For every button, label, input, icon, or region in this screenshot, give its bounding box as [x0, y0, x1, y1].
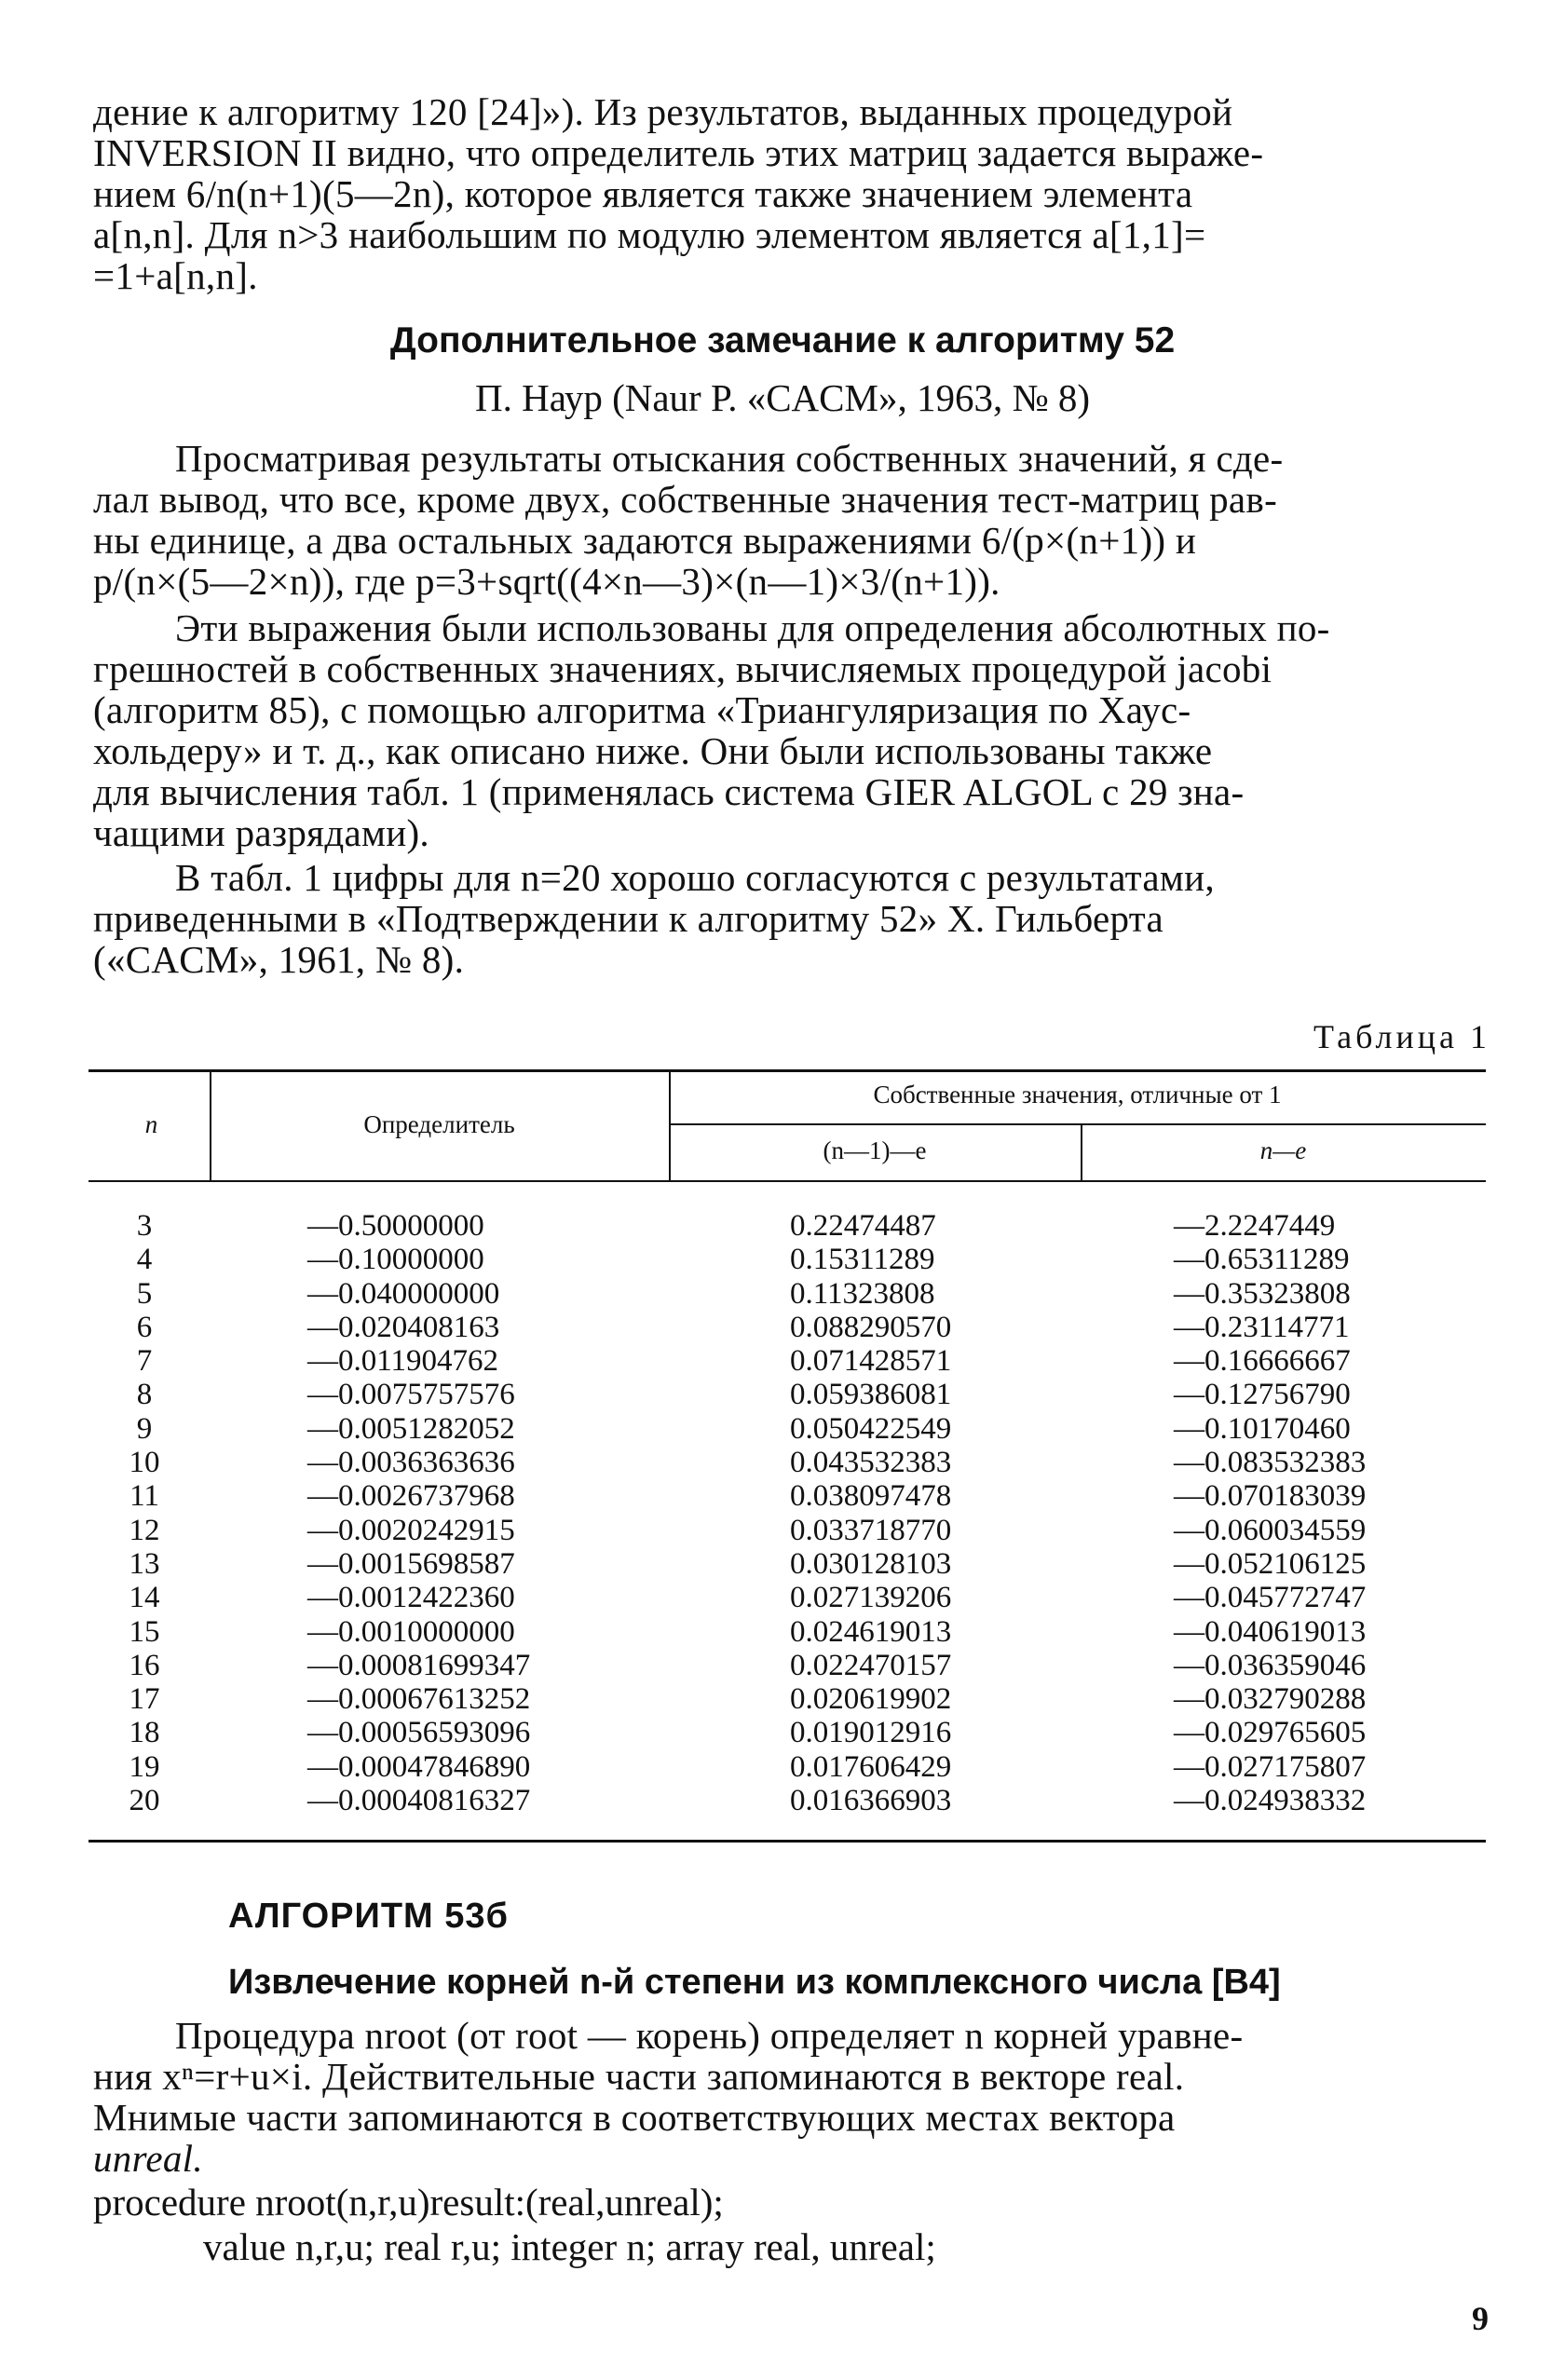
remark-author: П. Наур (Naur P. «CACM», 1963, № 8): [475, 376, 1090, 419]
table-cell-n: 14: [129, 1581, 160, 1615]
table-cell-det: —0.00040816327: [307, 1784, 531, 1818]
table-cell-e2: —0.040619013: [1174, 1614, 1367, 1649]
table-cell-n: 6: [136, 1310, 153, 1344]
table-cell-n: 11: [129, 1479, 159, 1514]
table-cell-e2: —0.23114771: [1174, 1310, 1350, 1344]
remark-paragraph-2: [93, 607, 1490, 853]
text-line: Просматривая результаты отыскания собственных значений, я сде-: [175, 437, 1284, 480]
table-cell-e1: 0.033718770: [790, 1513, 952, 1547]
table-cell-e2: —0.060034559: [1174, 1513, 1367, 1547]
text-line: p/(n×(5—2×n)), где p=3+sqrt((4×n—3)×(n—1)×3/(n+1)).: [93, 560, 1000, 603]
table-cell-det: —0.0012422360: [307, 1581, 515, 1615]
table-cell-e1: 0.050422549: [790, 1411, 952, 1446]
intro-line: =1+a[n,n].: [93, 254, 258, 297]
intro-line: INVERSION II видно, что определитель этих матриц задается выраже-: [93, 131, 1264, 174]
table-cell-e2: —0.029765605: [1174, 1716, 1367, 1750]
algorithm-title: АЛГОРИТМ 53б: [228, 1897, 509, 1936]
table-cell-e1: 0.071428571: [790, 1344, 952, 1379]
table-cell-n: 9: [136, 1411, 153, 1446]
table-cell-n: 15: [129, 1614, 160, 1649]
table-cell-e1: 0.030128103: [790, 1546, 952, 1581]
text-line: ны единице, а два остальных задаются выражениями 6/(p×(n+1)) и: [93, 519, 1197, 562]
table-cell-e1: 0.017606429: [790, 1749, 952, 1784]
table-cell-det: —0.0020242915: [307, 1513, 515, 1547]
algorithm-description: [93, 2015, 1490, 2179]
table-caption: Таблица 1: [1313, 1018, 1490, 1055]
text-line: Мнимые части запоминаются в соответствующих местах вектора: [93, 2096, 1176, 2139]
table-cell-e2: —0.036359046: [1174, 1648, 1367, 1682]
text-line: для вычисления табл. 1 (применялась система GIER ALGOL с 29 зна-: [93, 770, 1245, 813]
table-cell-e2: —0.070183039: [1174, 1479, 1367, 1514]
column-e2: [1174, 1209, 1453, 1817]
text-line: хольдеру» и т. д., как описано ниже. Они были использованы также: [93, 729, 1213, 772]
table-cell-det: —0.0051282052: [307, 1411, 515, 1446]
table-cell-det: —0.011904762: [307, 1344, 499, 1379]
table-cell-n: 7: [136, 1344, 153, 1379]
page-number: 9: [1472, 2300, 1489, 2337]
table-cell-n: 20: [129, 1784, 160, 1818]
table-cell-det: —0.040000000: [307, 1276, 500, 1311]
table-cell-n: 10: [129, 1446, 160, 1480]
table-cell-e1: 0.024619013: [790, 1614, 952, 1649]
table-cell-det: —0.10000000: [307, 1243, 484, 1277]
table-cell-e1: 0.020619902: [790, 1682, 952, 1717]
text-line: лал вывод, что все, кроме двух, собственные значения тест-матриц рав-: [93, 478, 1278, 521]
table-cell-e1: 0.038097478: [790, 1479, 952, 1514]
table-cell-e1: 0.088290570: [790, 1310, 952, 1344]
table-cell-e2: —0.027175807: [1174, 1749, 1367, 1784]
table-header-rule: [88, 1180, 1486, 1182]
table-cell-e2: —0.032790288: [1174, 1682, 1367, 1717]
table-cell-n: 12: [129, 1513, 160, 1547]
table-cell-e1: 0.019012916: [790, 1716, 952, 1750]
table-cell-e1: 0.15311289: [790, 1243, 935, 1277]
table-cell-e2: —0.16666667: [1174, 1344, 1351, 1379]
header-eigenvalues: Собственные значения, отличные от 1: [873, 1081, 1282, 1108]
table-cell-e1: 0.022470157: [790, 1648, 952, 1682]
table-cell-e1: 0.016366903: [790, 1784, 952, 1818]
column-e1: [790, 1209, 1069, 1817]
intro-paragraph: [93, 91, 1490, 296]
table-cell-n: 19: [129, 1749, 160, 1784]
table-cell-e1: 0.059386081: [790, 1378, 952, 1412]
table-cell-e2: —0.045772747: [1174, 1581, 1367, 1615]
text-line: (алгоритм 85), с помощью алгоритма «Триангуляризация по Хаус-: [93, 688, 1191, 731]
table-cell-det: —0.0015698587: [307, 1546, 515, 1581]
table-sub-rule: [669, 1123, 1486, 1125]
table-cell-det: —0.00081699347: [307, 1648, 531, 1682]
header-n: n: [144, 1110, 158, 1138]
header-e1: (n—1)—e: [823, 1136, 927, 1164]
intro-line: a[n,n]. Для n>3 наибольшим по модулю элементом является a[1,1]=: [93, 213, 1206, 256]
remark-paragraph-1: [93, 438, 1490, 602]
column-determinant: [307, 1209, 615, 1817]
text-line: Эти выражения были использованы для определения абсолютных по-: [175, 606, 1330, 649]
table-cell-n: 18: [129, 1716, 160, 1750]
text-line: приведенными в «Подтверждении к алгоритму 52» Х. Гильберта: [93, 897, 1164, 940]
text-line: грешностей в собственных значениях, вычисляемых процедурой jacobi: [93, 647, 1272, 690]
table-cell-e1: 0.027139206: [790, 1581, 952, 1615]
code-line-2: value n,r,u; real r,u; integer n; array real, unreal;: [203, 2225, 936, 2268]
table-bottom-rule: [88, 1840, 1486, 1843]
table-cell-e1: 0.11323808: [790, 1276, 935, 1311]
table-cell-e2: —0.35323808: [1174, 1276, 1351, 1311]
table-cell-det: —0.50000000: [307, 1209, 484, 1243]
table-cell-n: 16: [129, 1648, 160, 1682]
table-cell-e2: —0.12756790: [1174, 1378, 1351, 1412]
table-cell-n: 17: [129, 1682, 160, 1717]
text-line: («CACM», 1961, № 8).: [93, 938, 465, 981]
table-top-rule: [88, 1069, 1486, 1072]
table-cell-e1: 0.043532383: [790, 1446, 952, 1480]
table-cell-e2: —0.052106125: [1174, 1546, 1367, 1581]
table-cell-det: —0.0026737968: [307, 1479, 515, 1514]
table-cell-det: —0.0075757576: [307, 1378, 515, 1412]
remark-heading: Дополнительное замечание к алгоритму 52: [389, 320, 1176, 360]
table-cell-n: 13: [129, 1546, 160, 1581]
text-line: unreal.: [93, 2137, 203, 2180]
text-line: ния xⁿ=r+u×i. Действительные части запоминаются в векторе real.: [93, 2055, 1185, 2098]
code-line-1: procedure nroot(n,r,u)result:(real,unreal);: [93, 2181, 724, 2224]
header-determinant: Определитель: [363, 1110, 515, 1138]
table-cell-det: —0.00067613252: [307, 1682, 531, 1717]
table-cell-e2: —0.024938332: [1174, 1784, 1367, 1818]
algorithm-subtitle: Извлечение корней n-й степени из комплексного числа [B4]: [228, 1963, 1281, 2002]
header-e2: n—e: [1259, 1136, 1307, 1164]
text-line: чащими разрядами).: [93, 811, 429, 854]
table-cell-det: —0.0036363636: [307, 1446, 515, 1480]
intro-line: нием 6/n(n+1)(5—2n), которое является также значением элемента: [93, 172, 1193, 215]
table-cell-n: 3: [136, 1209, 153, 1243]
remark-paragraph-3: [93, 857, 1490, 980]
table-cell-n: 5: [136, 1276, 153, 1311]
intro-line: дение к алгоритму 120 [24]»). Из результатов, выданных процедурой: [93, 90, 1233, 133]
table-cell-det: —0.020408163: [307, 1310, 500, 1344]
table-cell-e2: —2.2247449: [1174, 1209, 1336, 1243]
text-line: Процедура nroot (от root — корень) определяет n корней уравне-: [175, 2014, 1244, 2057]
table-cell-e2: —0.083532383: [1174, 1446, 1367, 1480]
table-cell-det: —0.00056593096: [307, 1716, 531, 1750]
text-line: В табл. 1 цифры для n=20 хорошо согласуются с результатами,: [175, 856, 1215, 899]
table-cell-det: —0.00047846890: [307, 1749, 531, 1784]
column-n: [93, 1209, 196, 1817]
table-cell-e2: —0.10170460: [1174, 1411, 1351, 1446]
table-cell-e2: —0.65311289: [1174, 1243, 1350, 1277]
table-cell-n: 8: [136, 1378, 153, 1412]
table-cell-e1: 0.22474487: [790, 1209, 936, 1243]
table-cell-n: 4: [136, 1243, 153, 1277]
table-cell-det: —0.0010000000: [307, 1614, 515, 1649]
